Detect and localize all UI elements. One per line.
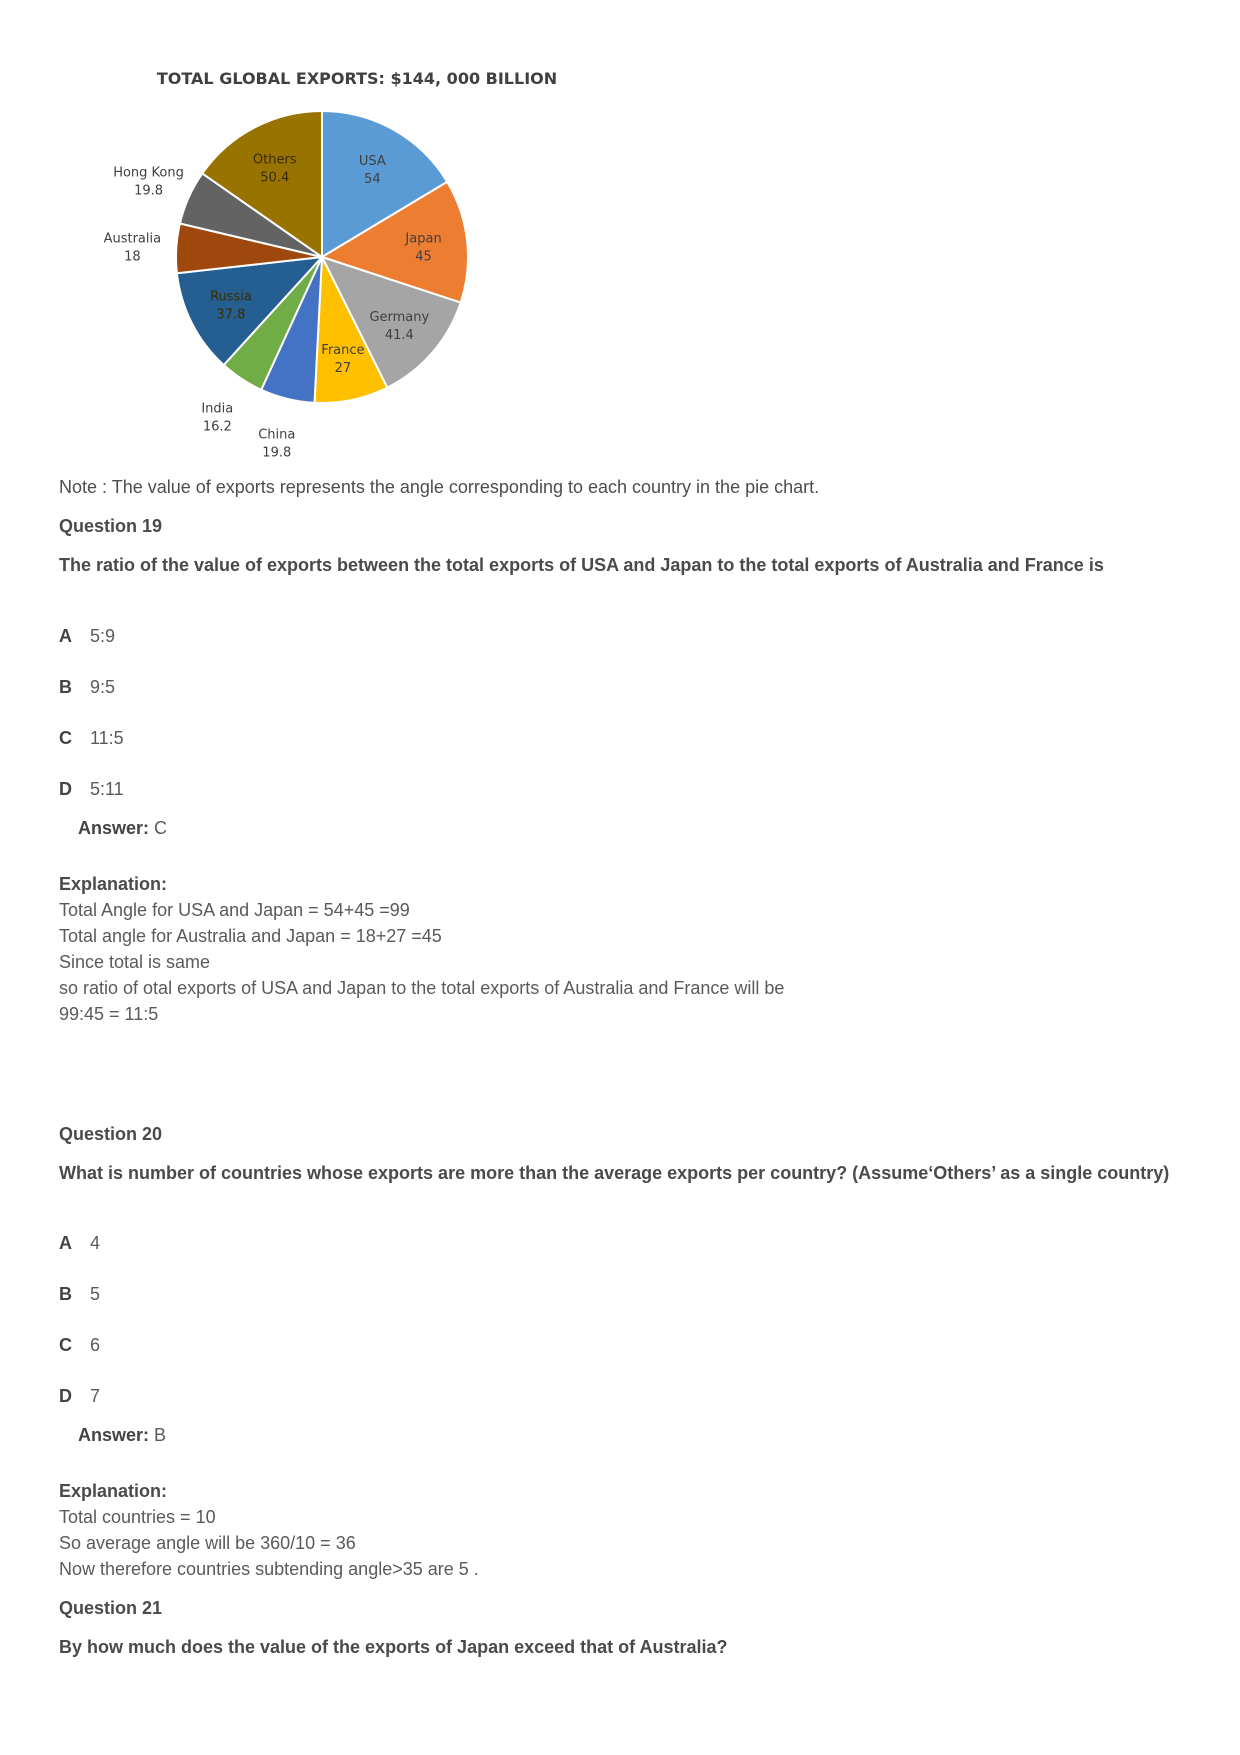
option-text: 5:11 xyxy=(90,779,124,799)
q19-option-c[interactable] xyxy=(59,728,124,749)
q20-explanation-heading: Explanation: xyxy=(59,1481,168,1501)
option-letter: A xyxy=(59,626,72,646)
slice-value-india: 16.2 xyxy=(202,419,232,435)
question-19-text: The ratio of the value of exports between the total exports of USA and Japan to the total exports of Australia and France is xyxy=(59,555,1104,575)
q20-option-b[interactable] xyxy=(59,1284,100,1305)
slice-value-germany: 41.4 xyxy=(384,327,414,343)
q20-option-d[interactable] xyxy=(59,1386,100,1407)
slice-label-others: Others xyxy=(252,152,297,168)
slice-value-others: 50.4 xyxy=(260,170,290,186)
slice-value-russia: 37.8 xyxy=(216,307,246,323)
slice-value-china: 19.8 xyxy=(262,445,292,460)
slice-label-japan: Japan xyxy=(405,231,442,247)
option-letter: D xyxy=(59,779,72,799)
q20-option-a[interactable] xyxy=(59,1233,100,1254)
slice-label-china: China xyxy=(258,427,296,443)
q19-explanation-line: Since total is same xyxy=(59,952,211,972)
slice-value-usa: 54 xyxy=(364,172,381,188)
q19-option-d[interactable] xyxy=(59,779,124,800)
question-20-heading: Question 20 xyxy=(59,1124,163,1144)
answer-value: B xyxy=(154,1425,167,1445)
option-letter: B xyxy=(59,1284,72,1304)
q19-explanation-line: Total Angle for USA and Japan = 54+45 =99 xyxy=(59,900,410,920)
q19-explanation-line: Total angle for Australia and Japan = 18+27 =45 xyxy=(59,926,442,946)
slice-label-germany: Germany xyxy=(369,309,430,325)
q20-explanation-line: Total countries = 10 xyxy=(59,1507,216,1527)
slice-value-hong-kong: 19.8 xyxy=(134,183,164,199)
option-letter: B xyxy=(59,677,72,697)
option-letter: C xyxy=(59,1335,72,1355)
answer-label: Answer: xyxy=(78,818,150,838)
slice-label-australia: Australia xyxy=(103,231,162,247)
answer-value: C xyxy=(154,818,168,838)
option-text: 11:5 xyxy=(90,728,124,748)
q19-answer xyxy=(78,818,167,839)
q20-explanation-line: Now therefore countries subtending angle>35 are 5 . xyxy=(59,1559,479,1579)
option-text: 9:5 xyxy=(90,677,116,697)
slice-label-hong-kong: Hong Kong xyxy=(113,165,184,181)
chart-note: Note : The value of exports represents the angle corresponding to each country in the pie chart. xyxy=(59,477,820,497)
slice-label-russia: Russia xyxy=(210,289,252,305)
q19-option-a[interactable] xyxy=(59,626,115,647)
chart-title: TOTAL GLOBAL EXPORTS: $144, 000 BILLION xyxy=(156,69,558,88)
question-20-text: What is number of countries whose exports are more than the average exports per country? (Assume‘Others’ as a single country) xyxy=(59,1163,1170,1183)
option-text: 4 xyxy=(90,1233,101,1253)
option-letter: C xyxy=(59,728,72,748)
q19-explanation-heading: Explanation: xyxy=(59,874,168,894)
q20-explanation-line: So average angle will be 360/10 = 36 xyxy=(59,1533,356,1553)
option-text: 5 xyxy=(90,1284,101,1304)
question-19-heading: Question 19 xyxy=(59,516,163,536)
slice-label-india: India xyxy=(201,401,234,417)
answer-label: Answer: xyxy=(78,1425,150,1445)
q19-explanation-line: so ratio of otal exports of USA and Japan to the total exports of Australia and France will be xyxy=(59,978,785,998)
q19-option-b[interactable] xyxy=(59,677,115,698)
slice-value-france: 27 xyxy=(334,361,352,377)
option-text: 5:9 xyxy=(90,626,116,646)
question-21-heading: Question 21 xyxy=(59,1598,163,1618)
q20-option-c[interactable] xyxy=(59,1335,100,1356)
q19-explanation-line: 99:45 = 11:5 xyxy=(59,1004,159,1024)
exports-pie-chart xyxy=(95,60,595,460)
option-text: 7 xyxy=(90,1386,101,1406)
option-text: 6 xyxy=(90,1335,101,1355)
slice-value-japan: 45 xyxy=(415,249,432,265)
slice-label-france: France xyxy=(321,343,365,359)
option-letter: D xyxy=(59,1386,72,1406)
q20-answer xyxy=(78,1425,166,1446)
slice-value-australia: 18 xyxy=(124,249,141,265)
question-21-text: By how much does the value of the exports of Japan exceed that of Australia? xyxy=(59,1637,728,1657)
slice-label-usa: USA xyxy=(358,154,386,170)
option-letter: A xyxy=(59,1233,72,1253)
